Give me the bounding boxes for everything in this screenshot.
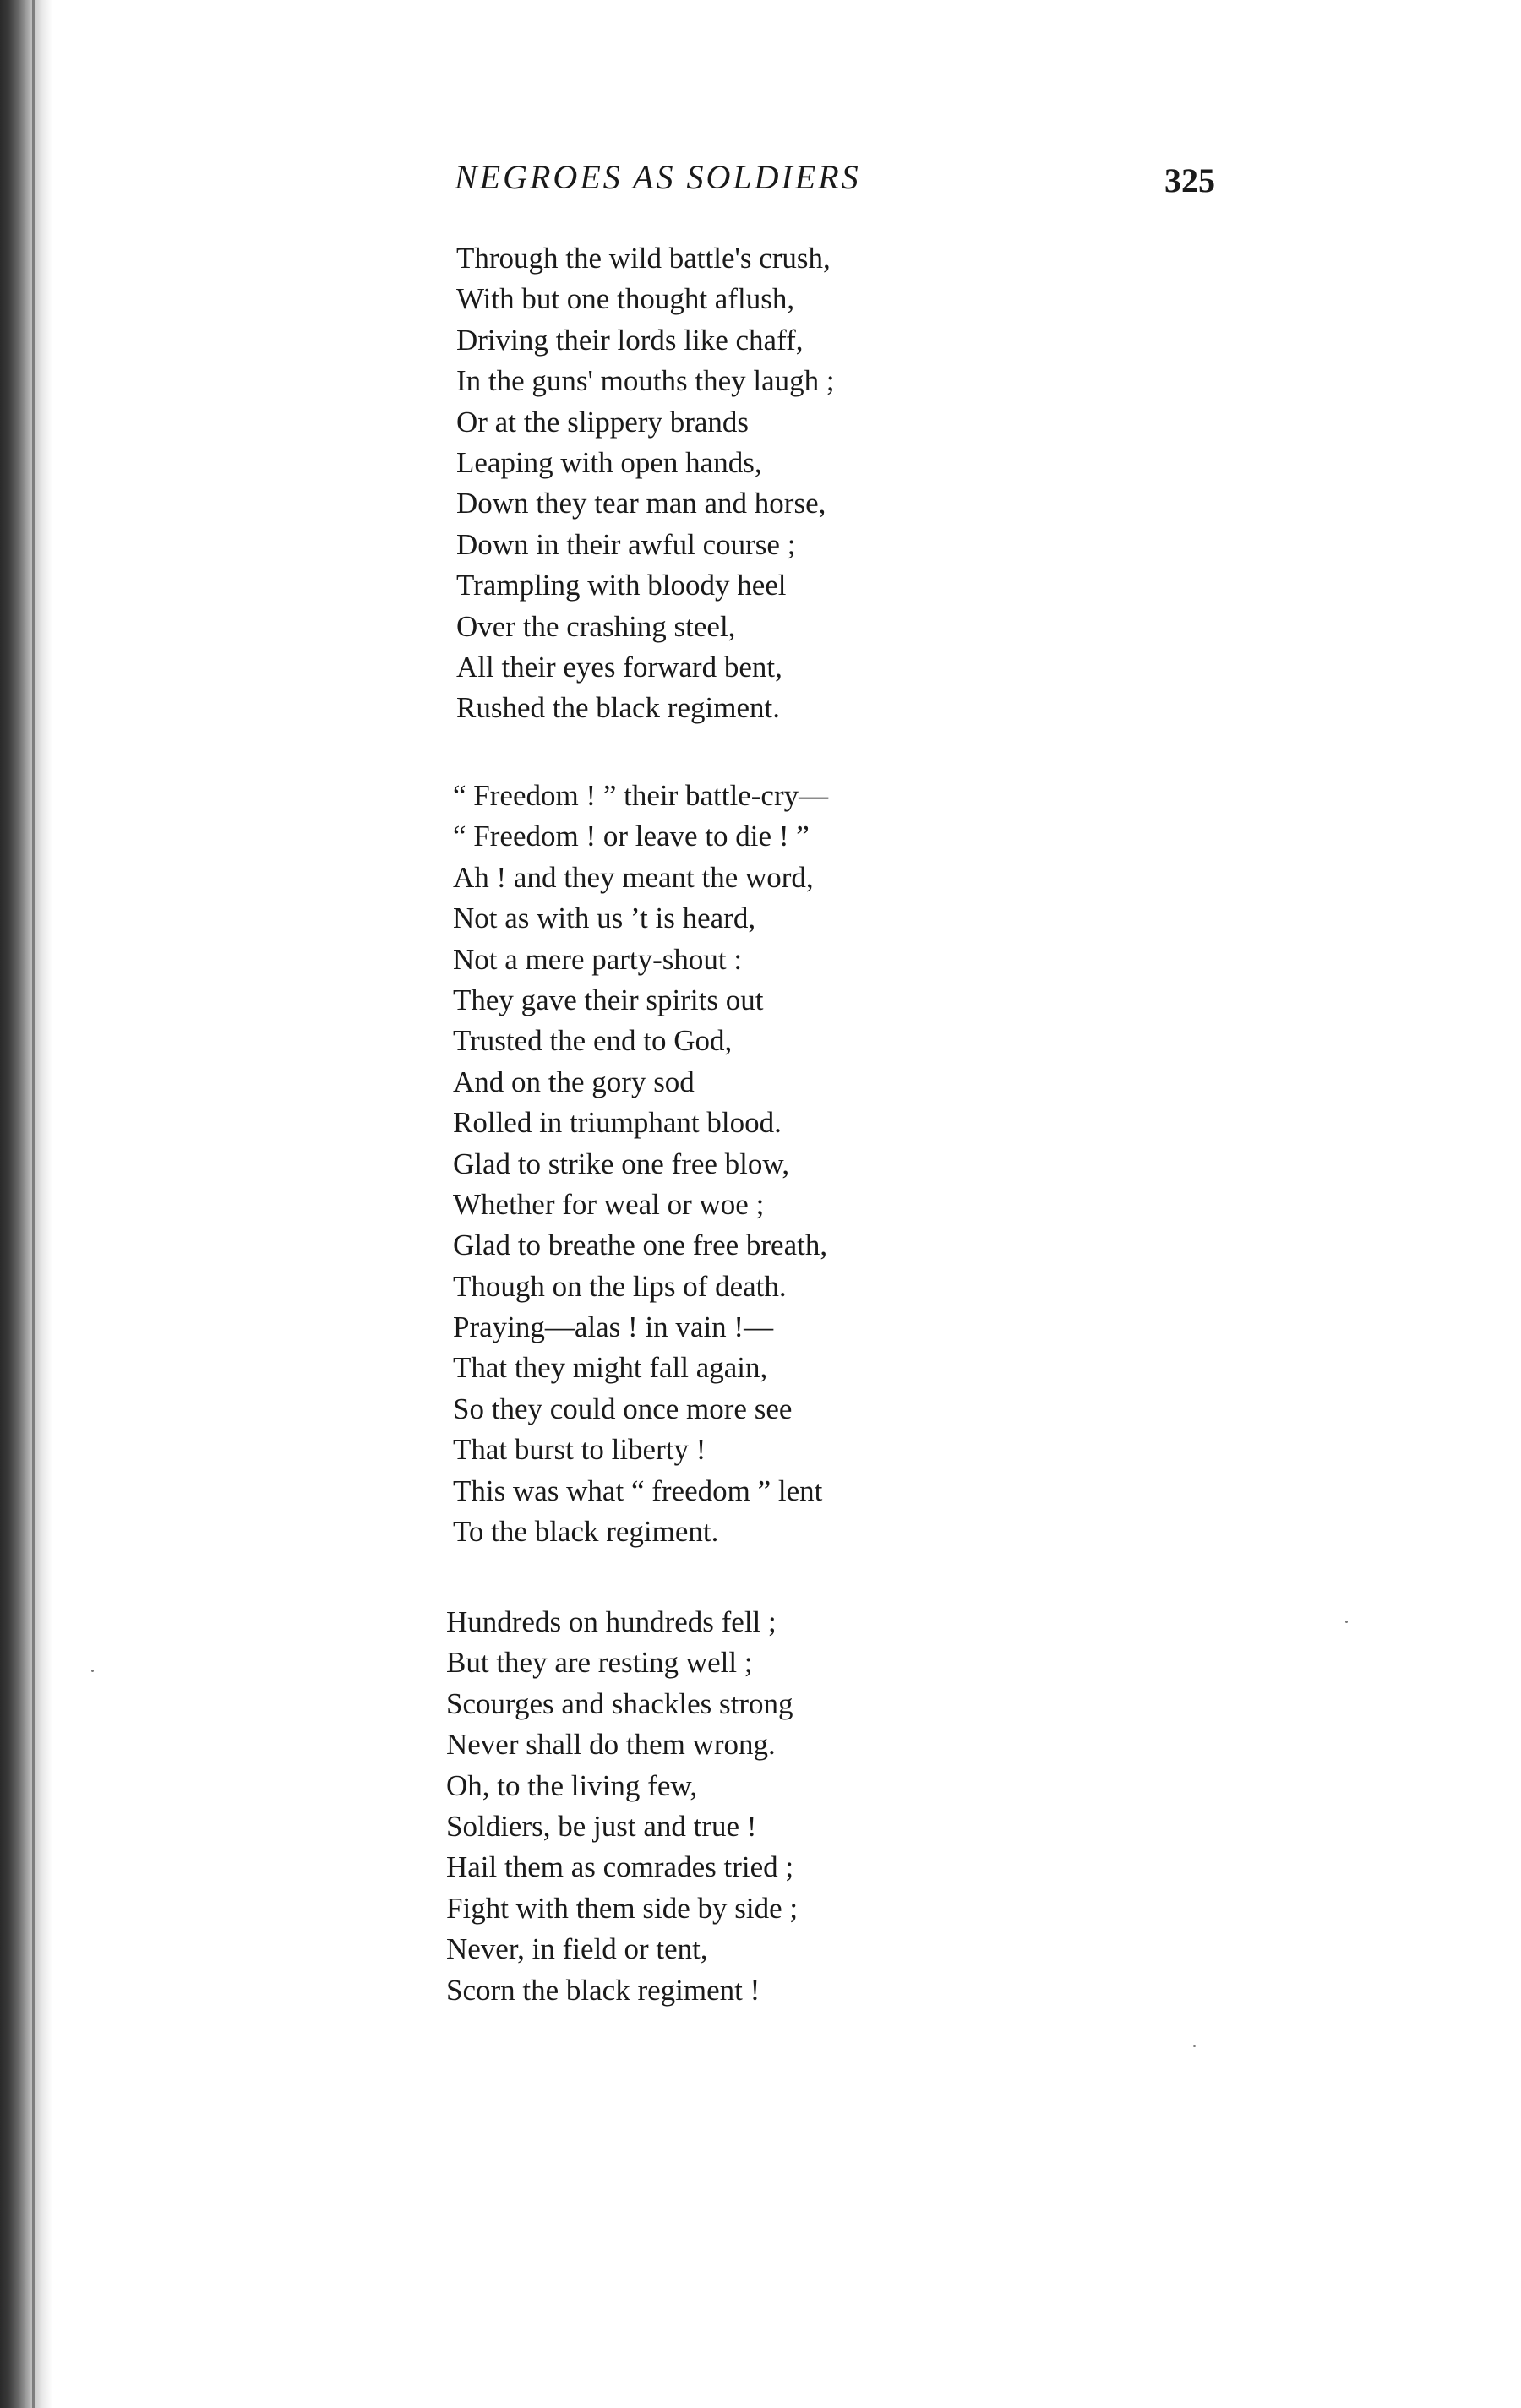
stanza-1 [456,238,835,729]
poem-line: Scorn the black regiment ! [446,1973,760,2007]
paper-speck [1193,2045,1196,2047]
poem-line: All their eyes forward bent, [456,650,782,684]
poem-line: Fight with them side by side ; [446,1891,799,1925]
poem-line: Rushed the black regiment. [456,691,780,725]
poem-line: Over the crashing steel, [456,609,736,643]
poem-line: Not a mere party-shout : [453,942,743,976]
poem-line: Through the wild battle's crush, [456,242,831,275]
poem-line: That burst to liberty ! [453,1433,706,1467]
poem-line: Hail them as comrades tried ; [446,1850,794,1884]
poem-line: Or at the slippery brands [456,405,750,439]
page-number: 325 [1164,161,1215,199]
poem-line: “ Freedom ! ” their battle-cry— [453,779,829,812]
poem-line: Down in their awful course ; [456,527,796,561]
poem-line: And on the gory sod [453,1065,695,1098]
page-binding-edge [0,0,52,2408]
stanza-3 [446,1602,798,2011]
poem-line: Scourges and shackles strong [446,1686,793,1720]
poem-line: Hundreds on hundreds fell ; [446,1605,777,1638]
poem-line: They gave their spirits out [453,983,764,1016]
poem-line: Driving their lords like chaff, [456,323,804,357]
poem-line: With but one thought aflush, [456,282,795,316]
poem-line: To the black regiment. [453,1515,719,1549]
poem-line: Never shall do them wrong. [446,1728,776,1762]
poem-line: Soldiers, be just and true ! [446,1809,757,1843]
poem-line: That they might fall again, [453,1351,768,1385]
poem-line: Trampling with bloody heel [456,569,787,602]
poem-line: Never, in field or tent, [446,1932,708,1966]
binding-shadow-line [32,0,35,2408]
stanza-2 [453,776,828,1552]
running-head: NEGROES AS SOLDIERS [455,158,861,196]
poem-line: “ Freedom ! or leave to die ! ” [453,820,810,853]
poem-line: Not as with us ’t is heard, [453,902,756,935]
poem-line: Down they tear man and horse, [456,487,826,520]
poem-line: Glad to strike one free blow, [453,1147,790,1180]
poem-line: Though on the lips of death. [453,1269,787,1303]
poem-line: In the guns' mouths they laugh ; [456,364,835,398]
poem-line: Rolled in triumphant blood. [453,1106,782,1140]
poem-line: Oh, to the living few, [446,1768,698,1802]
poem-line: Leaping with open hands, [456,445,762,479]
poem-line: But they are resting well ; [446,1646,753,1680]
poem-line: Glad to breathe one free breath, [453,1229,828,1262]
poem-line: Praying—alas ! in vain !— [453,1310,774,1344]
poem-line: Trusted the end to God, [453,1024,733,1058]
paper-speck [91,1670,94,1672]
poem-line: This was what “ freedom ” lent [453,1474,823,1507]
poem-line: So they could once more see [453,1392,793,1425]
paper-speck [1345,1621,1348,1623]
poem-line: Whether for weal or woe ; [453,1187,765,1221]
poem-line: Ah ! and they meant the word, [453,860,814,894]
